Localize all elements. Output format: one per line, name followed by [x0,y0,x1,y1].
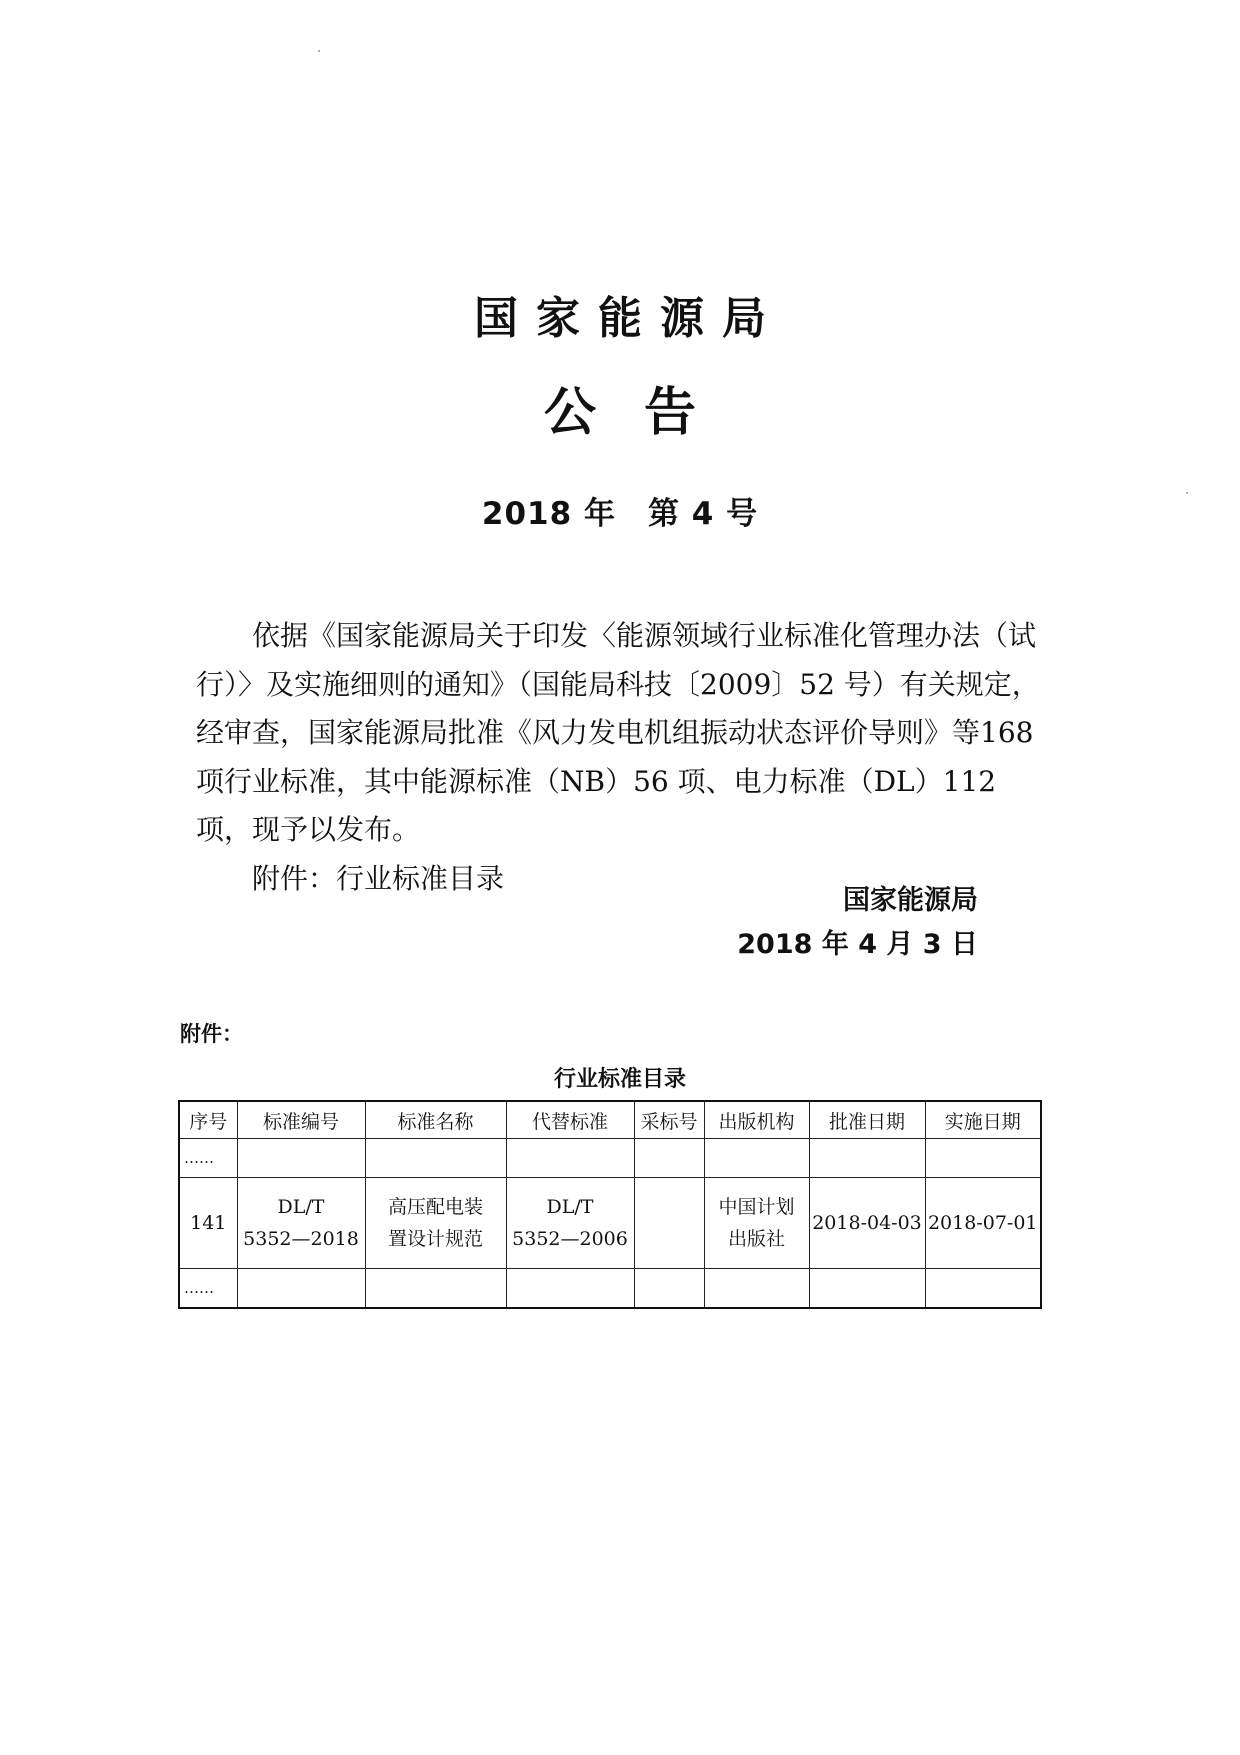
column-header: 标准名称 [365,1101,506,1139]
ellipsis-cell: …… [179,1139,237,1178]
table-title: 行业标准目录 [553,1067,686,1092]
doc-type-heading: 公告 [543,383,744,443]
column-header: 序号 [179,1101,237,1139]
name-line: 高压配电装 [387,1196,483,1218]
seq-cell: 141 [179,1178,237,1269]
column-header: 实施日期 [925,1101,1041,1139]
adopted-cell [634,1178,704,1269]
code-cell [237,1178,365,1269]
table-row [179,1178,1041,1269]
table-header-row [179,1101,1041,1139]
publisher-cell [704,1178,809,1269]
announcement-paragraph: 依据《国家能源局关于印发〈能源领域行业标准化管理办法（试行）〉及实施细则的通知》（国能局科技〔2009〕52 号）有关规定，经审查，国家能源局批准《风力发电机组振动状态评价导则》等168 项行业标准，其中能源标准（NB）56 项、电力标准（DL）112 项，现予以发布。 [196,619,1040,846]
signature-org: 国家能源局 [843,885,978,916]
column-header: 出版机构 [704,1101,809,1139]
effective-date-cell: 2018-07-01 [925,1178,1041,1269]
code-line: 5352—2018 [243,1228,359,1250]
approved-date-cell: 2018-04-03 [809,1178,925,1269]
attachment-label: 附件： [180,1022,243,1046]
announcement-body [196,612,1058,903]
name-cell [365,1178,506,1269]
attachment-note: 附件：行业标准目录 [252,861,505,895]
scan-speck [318,50,320,52]
table-row [179,1269,1041,1309]
issue-number: 2018 年 第 4 号 [481,496,759,532]
column-header: 采标号 [634,1101,704,1139]
ellipsis-cell: …… [179,1269,237,1309]
column-header: 批准日期 [809,1101,925,1139]
column-header: 代替标准 [506,1101,634,1139]
replaces-line: 5352—2006 [512,1228,628,1250]
agency-heading: 国家能源局 [474,293,784,344]
name-line: 置设计规范 [387,1228,483,1250]
replaces-cell [506,1178,634,1269]
signature-date: 2018 年 4 月 3 日 [737,929,978,960]
column-header: 标准编号 [237,1101,365,1139]
standards-table [178,1100,1042,1309]
table-row [179,1139,1041,1178]
replaces-line: DL/T [546,1196,594,1218]
publisher-line: 中国计划 [718,1196,795,1218]
code-line: DL/T [277,1196,325,1218]
publisher-line: 出版社 [727,1228,785,1250]
